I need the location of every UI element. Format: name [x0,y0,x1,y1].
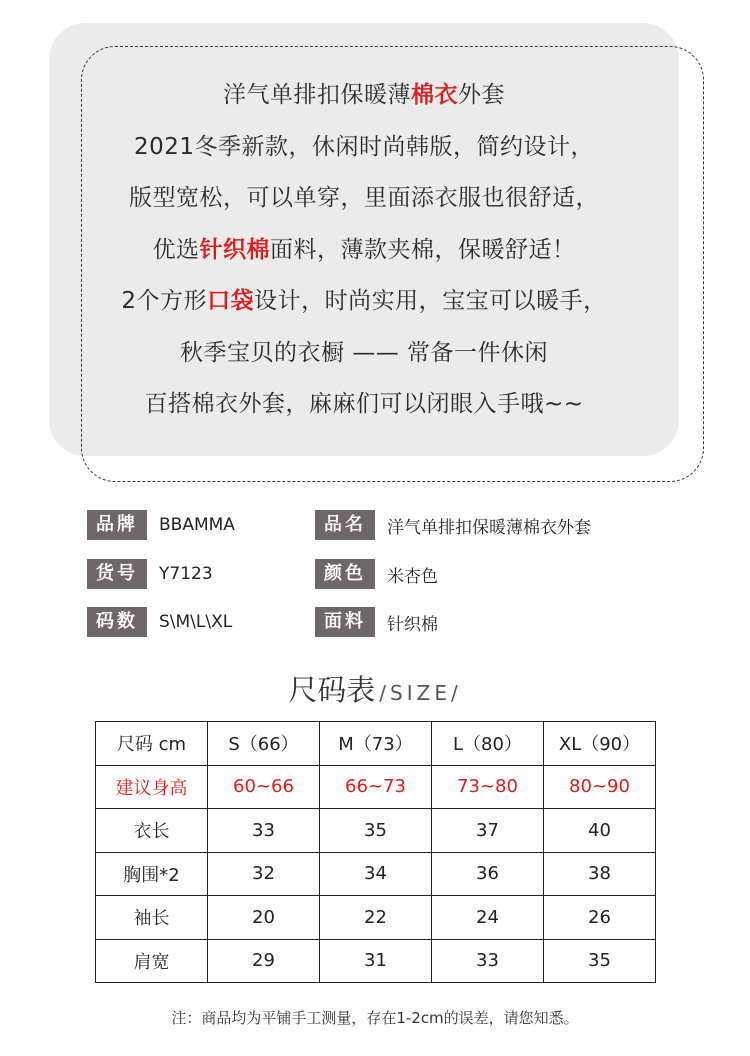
intro-highlight: 口袋 [207,288,255,314]
spec-value: 洋气单排扣保暖薄棉衣外套 [387,517,591,538]
intro-line [49,122,679,174]
spec-value: BBAMMA [159,515,235,535]
spec-label: 品牌 [87,510,147,540]
intro-text: 秋季宝贝的衣橱 —— 常备一件休闲 [179,339,549,366]
size-table [95,721,656,983]
intro-text: 面料，薄款夹棉，保暖舒适！ [270,236,576,263]
intro-text: 外套 [458,82,505,108]
intro-line [49,173,679,225]
spec-label: 面料 [315,607,375,637]
table-cell: 29 [208,939,320,983]
intro-text: 2021冬季新款，休闲时尚韩版，简约设计， [133,133,595,160]
size-chart-title-en: /SIZE/ [379,681,462,705]
table-cell: 38 [544,852,656,896]
table-cell: 肩宽 [96,939,208,983]
table-row [96,852,656,896]
table-cell: 33 [432,939,544,983]
table-header-cell: S（66） [208,722,320,766]
table-cell: 22 [320,896,432,940]
table-cell: 34 [320,852,432,896]
spec-label: 品名 [315,510,375,540]
spec-value: Y7123 [159,564,213,584]
table-cell: 40 [544,809,656,853]
table-cell: 20 [208,896,320,940]
table-cell: 袖长 [96,896,208,940]
table-row-recommended-height [96,765,656,809]
table-cell: 80~90 [544,765,656,809]
intro-line [49,276,679,328]
table-cell: 35 [320,809,432,853]
table-cell: 66~73 [320,765,432,809]
table-header-cell: L（80） [432,722,544,766]
table-header-cell: XL（90） [544,722,656,766]
table-header-cell: 尺码 cm [96,722,208,766]
intro-text: 2个方形 [121,288,208,314]
intro-line [49,225,679,277]
spec-value: 针织棉 [387,614,438,635]
table-cell: 胸围*2 [96,852,208,896]
intro-text: 版型宽松，可以单穿，里面添衣服也很舒适， [129,185,599,211]
spec-label: 码数 [87,607,147,637]
table-cell: 33 [208,809,320,853]
intro-description [49,70,679,431]
intro-highlight: 棉衣 [411,82,458,108]
table-cell: 32 [208,852,320,896]
spec-sizes [87,607,232,637]
table-cell: 60~66 [208,765,320,809]
spec-value: S\M\L\XL [159,612,233,632]
intro-text: 优选 [152,236,200,263]
spec-label: 颜色 [315,559,375,589]
intro-text: 设计，时尚实用，宝宝可以暖手， [254,288,607,314]
intro-line [49,328,679,380]
table-header-row [96,722,656,766]
table-cell: 36 [432,852,544,896]
spec-fabric [315,607,438,637]
size-chart-title-cn: 尺码表 [288,673,376,707]
table-row [96,896,656,940]
spec-color [315,559,438,589]
spec-item-number [87,559,213,589]
measurement-note: 注：商品均为平铺手工测量，存在1-2cm的误差，请您知悉。 [171,1009,579,1027]
table-cell: 建议身高 [96,765,208,809]
spec-product-name [315,510,591,540]
table-cell: 31 [320,939,432,983]
table-cell: 73~80 [432,765,544,809]
table-row [96,809,656,853]
intro-line [49,70,679,122]
table-cell: 26 [544,896,656,940]
intro-highlight: 针织棉 [199,236,270,263]
size-chart-title [0,668,750,709]
spec-brand [87,510,235,540]
intro-line [49,379,679,431]
table-cell: 衣长 [96,809,208,853]
intro-text: 洋气单排扣保暖薄 [223,82,411,108]
table-row [96,939,656,983]
table-cell: 35 [544,939,656,983]
spec-value: 米杏色 [387,566,438,587]
intro-text: 百搭棉衣外套，麻麻们可以闭眼入手哦~~ [144,391,584,417]
table-cell: 24 [432,896,544,940]
table-header-cell: M（73） [320,722,432,766]
table-cell: 37 [432,809,544,853]
spec-label: 货号 [87,559,147,589]
